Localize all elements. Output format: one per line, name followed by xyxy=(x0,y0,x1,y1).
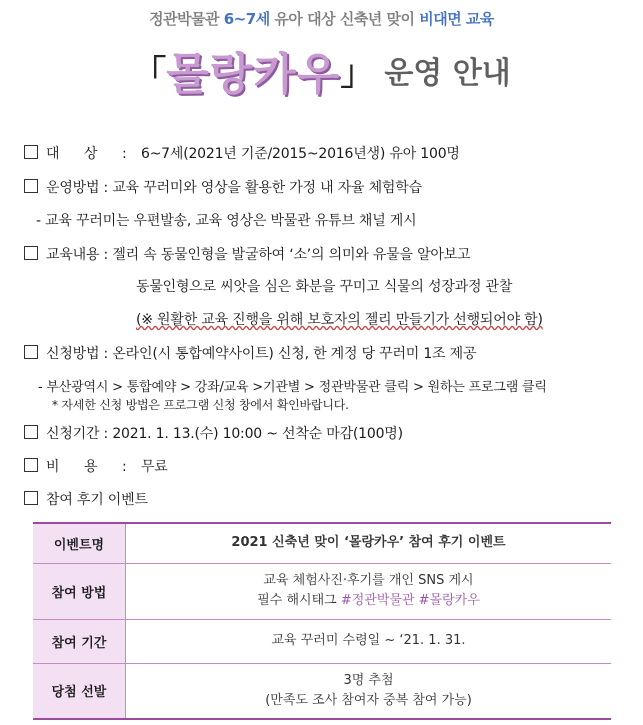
title-rest: 운영 안내 xyxy=(384,56,511,91)
item-content xyxy=(24,244,470,264)
hashtag-label: 필수 해시태그 xyxy=(257,593,337,608)
apply-value: 온라인(시 통합예약사이트) 신청, 한 계정 당 꾸러미 1조 제공 xyxy=(112,346,477,362)
event-method-head: 참여 방법 xyxy=(33,563,126,619)
subtitle-age: 6~7세 xyxy=(223,10,270,28)
event-winner-line2: (만족도 조사 참여자 중복 참여 가능) xyxy=(265,692,472,708)
method-value: 교육 꾸러미와 영상을 활용한 가정 내 자율 체험학습 xyxy=(112,180,422,196)
event-name-value: 2021 신축년 맞이 ‘몰랑카우’ 참여 후기 이벤트 xyxy=(126,523,612,563)
apply-label: 신청방법 : xyxy=(46,346,109,362)
checkbox-icon xyxy=(24,145,38,159)
content-line3: (※ 원활한 교육 진행을 위해 보호자의 젤리 만들기가 선행되어야 함) xyxy=(136,312,543,328)
table-row xyxy=(33,563,611,619)
subtitle xyxy=(0,8,643,29)
fee-label: 비 용 : xyxy=(46,459,137,475)
subtitle-online: 비대면 교육 xyxy=(419,10,494,28)
table-row xyxy=(33,663,611,719)
checkbox-icon xyxy=(24,425,38,439)
item-review xyxy=(24,489,148,509)
event-period-head: 참여 기간 xyxy=(33,619,126,663)
item-method xyxy=(24,177,422,197)
checkbox-icon xyxy=(24,345,38,359)
apply-detail: * 자세한 신청 방법은 프로그램 신청 창에서 확인바랍니다. xyxy=(52,398,349,412)
program-name: 몰랑카우 xyxy=(166,49,341,100)
title-bracket-open: 「 xyxy=(132,53,167,94)
subtitle-museum: 정관박물관 xyxy=(149,10,220,28)
item-fee xyxy=(24,456,168,476)
content-line1: 젤리 속 동물인형을 발굴하여 ‘소’의 의미와 유물을 알아보고 xyxy=(112,247,471,263)
event-method-line2 xyxy=(127,591,610,611)
event-name-head: 이벤트명 xyxy=(33,523,126,563)
event-winner-head: 당첨 선발 xyxy=(33,663,126,719)
checkbox-icon xyxy=(24,458,38,472)
item-target xyxy=(24,143,460,163)
target-value: 6~7세(2021년 기준/2015~2016년생) 유아 100명 xyxy=(140,146,460,162)
period-value: 2021. 1. 13.(수) 10:00 ~ 선착순 마감(100명) xyxy=(112,426,403,442)
fee-value: 무료 xyxy=(140,459,168,475)
method-label: 운영방법 : xyxy=(46,180,109,196)
content-line2: 동물인형으로 씨앗을 심은 화분을 꾸미고 식물의 성장과정 관찰 xyxy=(136,279,513,295)
table-row xyxy=(33,523,611,563)
subtitle-target: 유아 대상 신축년 맞이 xyxy=(274,10,415,28)
review-label: 참여 후기 이벤트 xyxy=(46,492,148,508)
content-label: 교육내용 : xyxy=(46,247,109,263)
title-bracket-close: 」 xyxy=(340,53,375,94)
event-period-value: 교육 꾸러미 수령일 ~ ‘21. 1. 31. xyxy=(126,619,612,663)
table-row xyxy=(33,619,611,663)
target-label: 대 상 : xyxy=(46,146,137,162)
method-note: - 교육 꾸러미는 우편발송, 교육 영상은 박물관 유튜브 채널 게시 xyxy=(36,213,417,229)
item-period xyxy=(24,423,403,443)
event-winner-line1: 3명 추첨 xyxy=(343,672,394,688)
event-table xyxy=(33,522,611,720)
checkbox-icon xyxy=(24,246,38,260)
period-label: 신청기간 : xyxy=(46,426,109,442)
checkbox-icon xyxy=(24,491,38,505)
event-method-cell xyxy=(126,563,612,619)
page-title xyxy=(0,38,643,102)
item-apply xyxy=(24,343,476,363)
apply-path: - 부산광역시 > 통합예약 > 강좌/교육 >기관별 > 정관박물관 클릭 > 원하는 프로그램 클릭 xyxy=(38,380,547,395)
event-winner-cell xyxy=(126,663,612,719)
event-method-line1: 교육 체험사진·후기를 개인 SNS 게시 xyxy=(263,573,474,588)
checkbox-icon xyxy=(24,179,38,193)
hashtags: #정관박물관 #몰랑카우 xyxy=(340,593,480,608)
